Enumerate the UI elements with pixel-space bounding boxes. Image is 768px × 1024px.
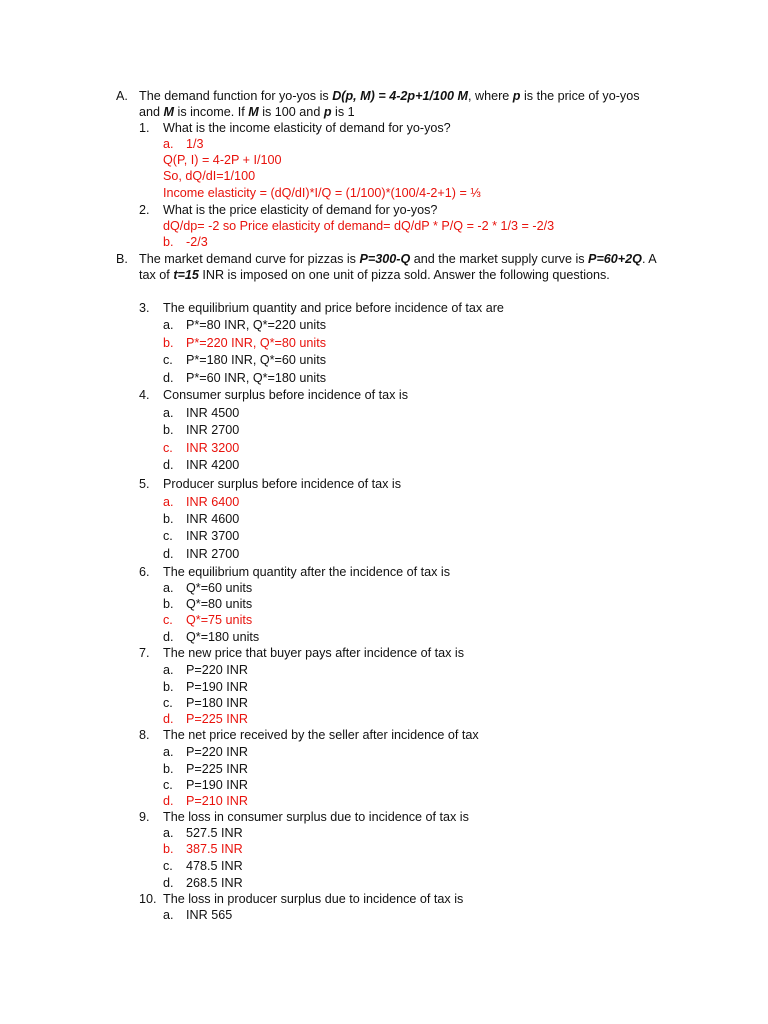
text-run: is 1 (331, 105, 355, 119)
option-text: INR 2700 (186, 423, 240, 437)
option-marker: c. (163, 353, 173, 367)
option-text-answer: INR 6400 (186, 495, 240, 509)
option-marker: c. (163, 696, 173, 710)
question-7-text: The new price that buyer pays after incidence of tax is (163, 646, 465, 660)
option-text: INR 4200 (186, 458, 240, 472)
section-b-line-1 (139, 251, 657, 267)
question-1-option-marker: a. (163, 137, 174, 151)
question-10-number: 10. (139, 892, 157, 906)
option-marker: b. (163, 762, 174, 776)
text-run: is 100 and (258, 105, 324, 119)
question-5-number: 5. (139, 477, 150, 491)
option-text: INR 4600 (186, 512, 240, 526)
question-7-number: 7. (139, 646, 150, 660)
option-text: Q*=80 units (186, 597, 253, 611)
option-marker: a. (163, 745, 174, 759)
text-run: and the market supply curve is (410, 252, 589, 266)
var-p: p (512, 89, 521, 103)
var-p: p (323, 105, 332, 119)
tax-value: t=15 (173, 268, 199, 282)
option-marker: d. (163, 371, 174, 385)
option-text-answer: Q*=75 units (186, 613, 253, 627)
option-marker: a. (163, 908, 174, 922)
question-1-number: 1. (139, 121, 150, 135)
question-8-text: The net price received by the seller after incidence of tax (163, 728, 479, 742)
question-1-work-2: So, dQ/dI=1/100 (163, 169, 256, 183)
option-text: P=220 INR (186, 663, 248, 677)
option-text: INR 565 (186, 908, 233, 922)
option-marker: b. (163, 597, 174, 611)
text-run: . A (641, 252, 657, 266)
option-text: 527.5 INR (186, 826, 243, 840)
option-marker: a. (163, 581, 174, 595)
option-text: INR 4500 (186, 406, 240, 420)
text-run: The demand function for yo-yos is (139, 89, 333, 103)
option-text-answer: 387.5 INR (186, 842, 243, 856)
option-marker: c. (163, 778, 173, 792)
question-3-number: 3. (139, 301, 150, 315)
option-text: P=180 INR (186, 696, 248, 710)
demand-function: D(p, M) = 4-2p+1/100 M (332, 89, 468, 103)
option-marker: b. (163, 336, 174, 350)
option-text: Q*=60 units (186, 581, 253, 595)
option-marker: d. (163, 876, 174, 890)
question-1-text: What is the income elasticity of demand for yo-yos? (163, 121, 451, 135)
option-text: P=190 INR (186, 680, 248, 694)
option-marker: c. (163, 859, 173, 873)
question-1-option-text: 1/3 (186, 137, 204, 151)
option-marker: c. (163, 613, 173, 627)
option-text: P=190 INR (186, 778, 248, 792)
option-marker: c. (163, 441, 173, 455)
text-run: The market demand curve for pizzas is (139, 252, 360, 266)
option-marker: a. (163, 318, 174, 332)
question-6-text: The equilibrium quantity after the incidence of tax is (163, 565, 451, 579)
option-text: 478.5 INR (186, 859, 243, 873)
question-2-option-marker: b. (163, 235, 174, 249)
option-marker: c. (163, 529, 173, 543)
question-5-text: Producer surplus before incidence of tax is (163, 477, 402, 491)
option-marker: d. (163, 712, 174, 726)
question-6-number: 6. (139, 565, 150, 579)
option-text-answer: P=210 INR (186, 794, 248, 808)
option-text: P*=60 INR, Q*=180 units (186, 371, 327, 385)
question-2-number: 2. (139, 203, 150, 217)
option-text: P*=80 INR, Q*=220 units (186, 318, 327, 332)
option-marker: d. (163, 794, 174, 808)
option-marker: d. (163, 458, 174, 472)
question-9-number: 9. (139, 810, 150, 824)
var-m: M (163, 105, 175, 119)
option-marker: b. (163, 842, 174, 856)
question-1-work-3: Income elasticity = (dQ/dI)*I/Q = (1/100)*(100/4-2+1) = ⅓ (163, 186, 481, 200)
question-10-text: The loss in producer surplus due to incidence of tax is (163, 892, 464, 906)
option-text: Q*=180 units (186, 630, 260, 644)
option-marker: a. (163, 663, 174, 677)
text-run: is income. If (174, 105, 249, 119)
option-marker: b. (163, 423, 174, 437)
demand-curve: P=300-Q (359, 252, 411, 266)
question-2-option-text: -2/3 (186, 235, 208, 249)
option-marker: d. (163, 547, 174, 561)
option-marker: a. (163, 826, 174, 840)
section-a-line-1 (139, 88, 640, 104)
question-9-text: The loss in consumer surplus due to incidence of tax is (163, 810, 469, 824)
option-text: INR 2700 (186, 547, 240, 561)
text-run: tax of (139, 268, 174, 282)
question-3-text: The equilibrium quantity and price before incidence of tax are (163, 301, 504, 315)
section-a-marker: A. (116, 89, 128, 103)
option-marker: b. (163, 512, 174, 526)
section-a-line-2 (139, 104, 355, 120)
supply-curve: P=60+2Q (588, 252, 642, 266)
section-b-marker: B. (116, 252, 128, 266)
option-marker: a. (163, 406, 174, 420)
question-4-text: Consumer surplus before incidence of tax is (163, 388, 409, 402)
text-run: , where (467, 89, 513, 103)
question-2-text: What is the price elasticity of demand for yo-yos? (163, 203, 438, 217)
var-m: M (248, 105, 259, 119)
option-text: P*=180 INR, Q*=60 units (186, 353, 327, 367)
section-b-line-2 (139, 267, 610, 283)
option-marker: b. (163, 680, 174, 694)
text-run: is the price of yo-yos (520, 89, 640, 103)
option-text: P=220 INR (186, 745, 248, 759)
option-marker: a. (163, 495, 174, 509)
option-text-answer: INR 3200 (186, 441, 240, 455)
text-run: and (139, 105, 164, 119)
option-text: INR 3700 (186, 529, 240, 543)
question-4-number: 4. (139, 388, 150, 402)
option-text-answer: P=225 INR (186, 712, 248, 726)
option-text-answer: P*=220 INR, Q*=80 units (186, 336, 327, 350)
option-text: 268.5 INR (186, 876, 243, 890)
option-marker: d. (163, 630, 174, 644)
question-1-work-1: Q(P, I) = 4-2P + I/100 (163, 153, 282, 167)
question-2-work-1: dQ/dp= -2 so Price elasticity of demand= dQ/dP * P/Q = -2 * 1/3 = -2/3 (163, 219, 555, 233)
question-8-number: 8. (139, 728, 150, 742)
text-run: INR is imposed on one unit of pizza sold. Answer the following questions. (198, 268, 610, 282)
option-text: P=225 INR (186, 762, 248, 776)
